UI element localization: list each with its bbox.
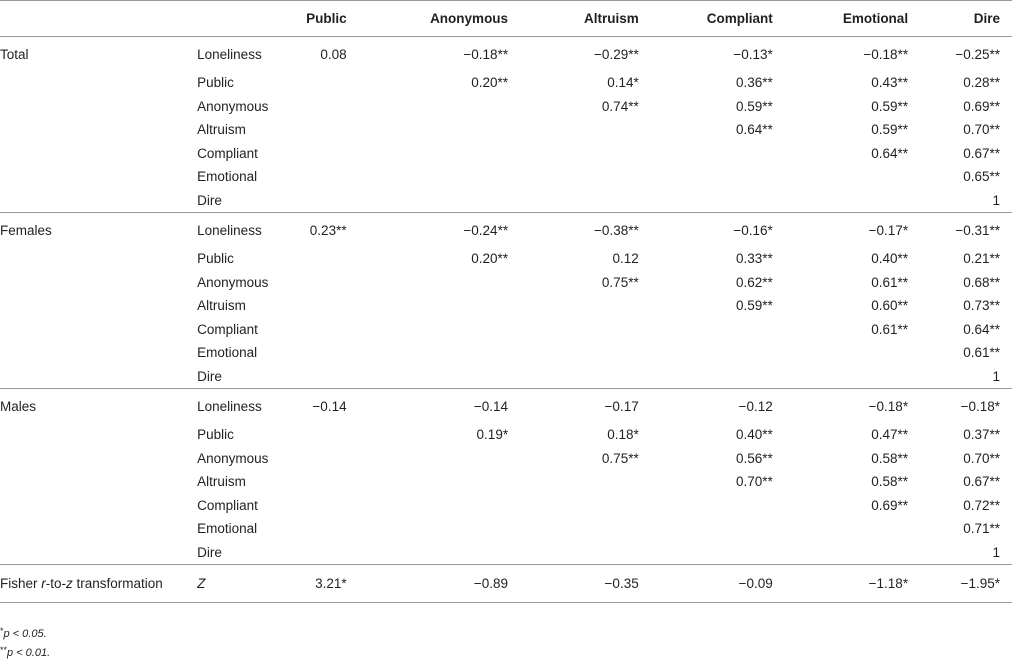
row-variable-label: Emotional [197, 521, 258, 537]
row-variable-label: Dire [197, 192, 222, 208]
correlation-cell: 1 [992, 192, 1000, 208]
row-variable-label: Dire [197, 368, 222, 384]
table-row [0, 365, 1012, 389]
correlation-cell [301, 541, 383, 565]
correlation-cell: −0.14 [383, 389, 544, 424]
correlation-cell [301, 341, 383, 365]
correlation-cell: 0.28** [963, 75, 1000, 91]
header-compliant: Compliant [675, 1, 809, 37]
correlation-cell: 0.75** [601, 274, 639, 290]
table-row [0, 142, 1012, 166]
correlation-cell [301, 318, 383, 342]
correlation-cell [383, 165, 544, 189]
group-label: Total [0, 46, 29, 62]
correlation-cell: 0.18* [607, 427, 639, 443]
correlation-cell: 1 [992, 368, 1000, 384]
group-label: Females [0, 213, 197, 248]
correlation-cell: 0.58** [871, 450, 909, 466]
table-row [0, 470, 1012, 494]
group-label [0, 447, 197, 471]
correlation-cell [544, 318, 675, 342]
footnote-text: p < 0.01. [7, 647, 51, 659]
correlation-cell [809, 189, 944, 213]
fisher-z-cell: −0.09 [675, 565, 809, 603]
correlation-cell [809, 365, 944, 389]
group-label [0, 271, 197, 295]
correlation-cell [383, 118, 544, 142]
table-body [0, 37, 1012, 603]
correlation-cell: 0.67** [963, 474, 1000, 490]
correlation-cell: −0.24** [383, 213, 544, 248]
correlation-cell [301, 447, 383, 471]
table-row [0, 389, 1012, 424]
row-variable-label: Emotional [197, 169, 258, 185]
table-row [0, 294, 1012, 318]
correlation-cell: −0.18* [809, 389, 944, 424]
correlation-cell [809, 165, 944, 189]
correlation-cell: −0.25** [955, 46, 1000, 62]
fisher-stat-symbol: Z [197, 565, 301, 603]
correlation-cell [301, 423, 383, 447]
fisher-label [0, 565, 197, 603]
correlation-cell: 0.60** [871, 298, 909, 314]
correlation-cell [301, 95, 383, 119]
correlation-cell: 0.65** [963, 169, 1000, 185]
correlation-cell: 0.21** [963, 251, 1000, 267]
correlation-cell [383, 294, 544, 318]
correlation-cell [544, 142, 675, 166]
correlation-cell [383, 494, 544, 518]
row-variable-label: Compliant [197, 497, 258, 513]
fisher-label-part: Fisher [0, 576, 42, 591]
correlation-cell: 0.74** [601, 98, 639, 114]
table-row [0, 494, 1012, 518]
correlation-cell: 0.61** [871, 321, 909, 337]
correlation-cell [809, 341, 944, 365]
header-altruism: Altruism [544, 1, 675, 37]
correlation-cell: 0.69** [963, 98, 1000, 114]
group-label [0, 247, 197, 271]
correlation-cell [544, 189, 675, 213]
group-label [0, 494, 197, 518]
correlation-cell [301, 271, 383, 295]
correlation-cell: 0.20** [471, 251, 509, 267]
correlation-cell [301, 165, 383, 189]
correlation-cell [383, 517, 544, 541]
table-row [0, 71, 1012, 95]
correlation-cell: 0.33** [735, 251, 773, 267]
correlation-cell [301, 494, 383, 518]
correlation-cell: 0.59** [735, 98, 773, 114]
correlation-cell [301, 517, 383, 541]
table-header-row [0, 1, 1012, 37]
correlation-cell: 0.61** [963, 345, 1000, 361]
correlation-cell: −0.18* [944, 389, 1012, 424]
group-label [0, 365, 197, 389]
correlation-cell: 0.59** [871, 98, 909, 114]
correlation-cell [383, 365, 544, 389]
correlation-cell: 0.70** [963, 450, 1000, 466]
correlation-cell [544, 165, 675, 189]
correlation-cell [544, 118, 675, 142]
row-variable-label: Loneliness [197, 389, 301, 424]
correlation-cell [675, 165, 809, 189]
correlation-cell: −0.38** [544, 213, 675, 248]
correlation-cell: 0.70** [963, 122, 1000, 138]
correlation-cell [383, 470, 544, 494]
correlation-cell: −0.18** [463, 46, 509, 62]
correlation-cell: −0.17 [544, 389, 675, 424]
table-row [0, 118, 1012, 142]
correlation-cell [383, 447, 544, 471]
correlation-cell [383, 541, 544, 565]
correlation-cell: −0.12 [675, 389, 809, 424]
correlation-cell [544, 341, 675, 365]
correlation-cell [675, 189, 809, 213]
correlation-cell [675, 142, 809, 166]
correlation-cell [301, 71, 383, 95]
correlation-cell [675, 341, 809, 365]
correlation-cell: −0.18** [863, 46, 909, 62]
correlation-cell: −0.31** [944, 213, 1012, 248]
correlation-cell: 0.08 [320, 46, 347, 62]
correlation-cell [544, 541, 675, 565]
correlation-cell [675, 365, 809, 389]
correlation-cell [809, 541, 944, 565]
correlation-cell: 0.75** [601, 450, 639, 466]
table-row [0, 95, 1012, 119]
row-variable-label: Compliant [197, 145, 258, 161]
footnote-star: * [0, 626, 4, 636]
row-variable-label: Anonymous [197, 98, 269, 114]
header-dire: Dire [944, 1, 1012, 37]
correlation-cell: 0.64** [963, 321, 1000, 337]
header-public: Public [301, 1, 383, 37]
correlation-cell: 0.59** [735, 298, 773, 314]
group-label [0, 118, 197, 142]
correlation-cell [675, 541, 809, 565]
fisher-z-cell: −1.95* [944, 565, 1012, 603]
group-label [0, 142, 197, 166]
correlation-cell: 0.59** [871, 122, 909, 138]
correlation-cell [383, 142, 544, 166]
footnote-star: ** [0, 645, 8, 655]
correlation-cell: 0.64** [735, 122, 773, 138]
correlation-cell: 0.70** [735, 474, 773, 490]
row-variable-label: Altruism [197, 474, 246, 490]
correlation-cell: 0.23** [301, 213, 383, 248]
correlation-cell: 0.61** [871, 274, 909, 290]
table-row [0, 213, 1012, 248]
row-variable-label: Anonymous [197, 450, 269, 466]
table-row [0, 541, 1012, 565]
correlation-cell: 0.12 [612, 251, 639, 267]
group-label [0, 95, 197, 119]
row-variable-label: Dire [197, 544, 222, 560]
correlation-cell: 0.64** [871, 145, 909, 161]
group-label [0, 165, 197, 189]
correlation-cell [301, 470, 383, 494]
table-row [0, 271, 1012, 295]
table-row [0, 341, 1012, 365]
correlation-cell [383, 95, 544, 119]
group-label [0, 423, 197, 447]
table-row [0, 517, 1012, 541]
group-label [0, 71, 197, 95]
header-cell [0, 1, 197, 37]
correlation-cell [544, 365, 675, 389]
row-variable-label: Emotional [197, 345, 258, 361]
correlation-cell [675, 494, 809, 518]
group-label [0, 189, 197, 213]
correlation-cell: 0.37** [963, 427, 1000, 443]
correlation-cell: 0.58** [871, 474, 909, 490]
correlation-cell: 0.47** [871, 427, 909, 443]
correlation-cell: 0.19* [476, 427, 509, 443]
group-label [0, 294, 197, 318]
correlation-cell: 0.67** [963, 145, 1000, 161]
group-label: Males [0, 389, 197, 424]
correlation-cell [301, 294, 383, 318]
correlation-cell: −0.29** [594, 46, 639, 62]
fisher-z-cell: −1.18* [809, 565, 944, 603]
fisher-label-z: z [66, 576, 73, 591]
fisher-row [0, 565, 1012, 603]
footnote-text: p < 0.05. [3, 628, 47, 640]
correlation-cell [544, 470, 675, 494]
correlation-cell [301, 118, 383, 142]
header-anonymous: Anonymous [383, 1, 544, 37]
correlation-cell [301, 189, 383, 213]
row-variable-label: Compliant [197, 321, 258, 337]
correlation-cell: 0.20** [471, 75, 509, 91]
correlation-cell [544, 517, 675, 541]
correlation-cell: 0.36** [735, 75, 773, 91]
fisher-z-cell: −0.35 [544, 565, 675, 603]
correlation-cell: −0.16* [675, 213, 809, 248]
correlation-cell [675, 318, 809, 342]
row-variable-label: Anonymous [197, 274, 269, 290]
table-row [0, 165, 1012, 189]
fisher-label-part: -to- [45, 576, 67, 591]
correlation-cell [383, 318, 544, 342]
correlation-cell [383, 189, 544, 213]
row-variable-label: Loneliness [197, 213, 301, 248]
correlation-cell: 0.62** [735, 274, 773, 290]
correlation-cell: 0.73** [963, 298, 1000, 314]
fisher-z-cell: 3.21* [301, 565, 383, 603]
table-row [0, 318, 1012, 342]
correlation-cell: 0.56** [735, 450, 773, 466]
correlation-cell [544, 294, 675, 318]
group-label [0, 541, 197, 565]
correlation-cell: 0.69** [871, 497, 909, 513]
row-variable-label: Loneliness [197, 46, 262, 62]
table-row [0, 247, 1012, 271]
correlation-cell [383, 271, 544, 295]
correlation-cell: 0.71** [963, 521, 1000, 537]
correlation-cell: 0.72** [963, 497, 1000, 513]
correlation-cell: −0.14 [301, 389, 383, 424]
table-row [0, 189, 1012, 213]
group-label [0, 318, 197, 342]
fisher-label-r: r [41, 576, 46, 591]
table-row [0, 423, 1012, 447]
correlation-cell: 0.68** [963, 274, 1000, 290]
group-label [0, 470, 197, 494]
correlation-cell [809, 517, 944, 541]
correlation-cell: 0.40** [871, 251, 909, 267]
correlation-cell [675, 517, 809, 541]
correlation-cell: 0.43** [871, 75, 909, 91]
row-variable-label: Public [197, 427, 234, 443]
row-variable-label: Public [197, 251, 234, 267]
correlation-cell: −0.13* [733, 46, 773, 62]
correlation-cell: 0.40** [735, 427, 773, 443]
table-footnotes [0, 623, 50, 661]
footnote-p05 [0, 623, 50, 642]
fisher-label-part: transformation [72, 576, 163, 591]
row-variable-label: Altruism [197, 298, 246, 314]
row-variable-label: Public [197, 75, 234, 91]
correlation-cell: 0.14* [607, 75, 639, 91]
footnote-p01 [0, 642, 50, 661]
group-label [0, 341, 197, 365]
correlation-cell [301, 247, 383, 271]
table-row [0, 447, 1012, 471]
correlation-cell [301, 142, 383, 166]
table-row [0, 37, 1012, 72]
correlation-cell [383, 341, 544, 365]
correlation-cell [544, 494, 675, 518]
fisher-z-cell: −0.89 [383, 565, 544, 603]
header-emotional: Emotional [809, 1, 944, 37]
correlation-cell: 1 [992, 544, 1000, 560]
header-cell [197, 1, 301, 37]
correlation-cell [301, 365, 383, 389]
group-label [0, 517, 197, 541]
row-variable-label: Altruism [197, 122, 246, 138]
correlation-cell: −0.17* [809, 213, 944, 248]
